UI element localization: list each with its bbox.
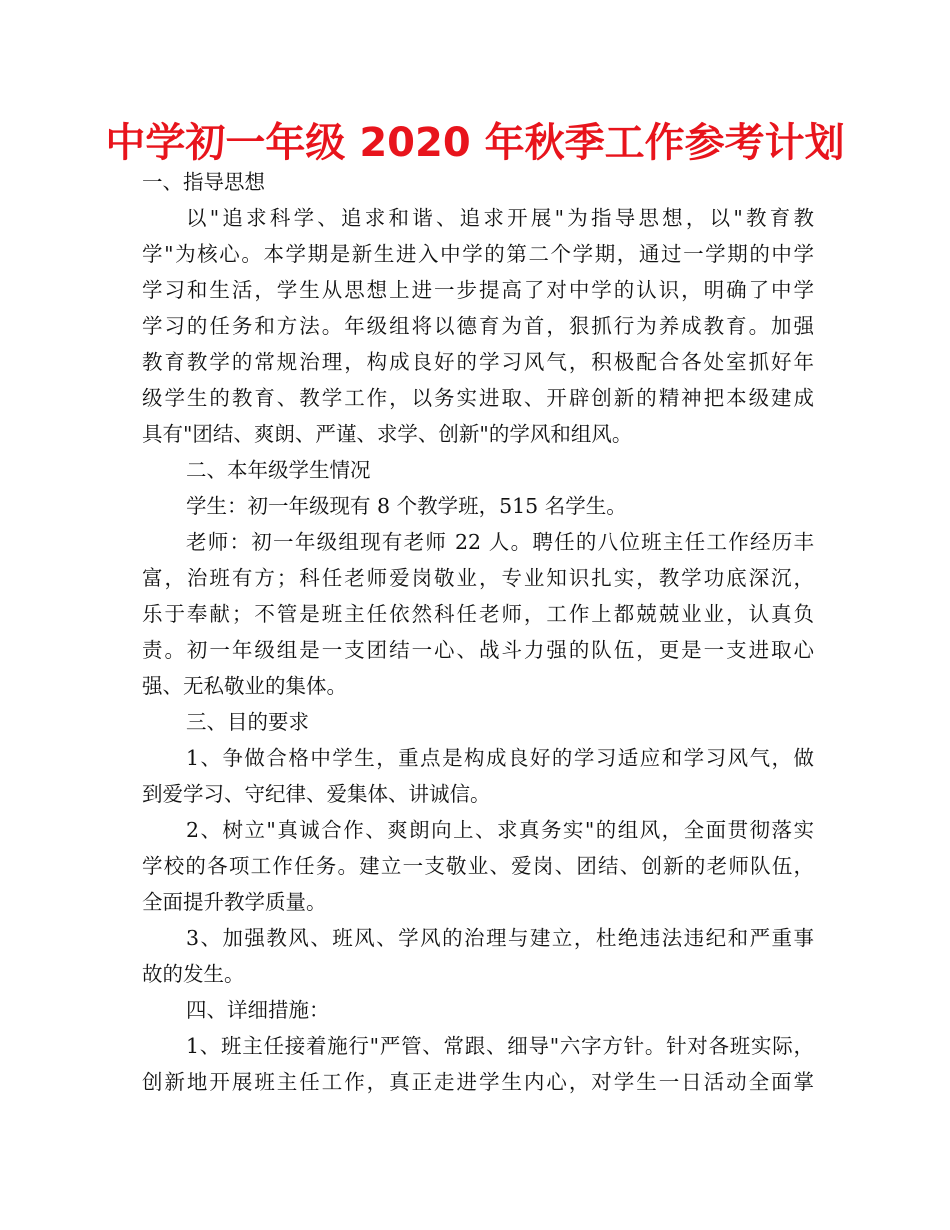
section-heading-4: 四、详细措施： [186,998,330,1022]
text-line: 学习和生活，学生从思想上进一步提高了对中学的认识，明确了中学 [142,278,814,302]
text-line: 2、树立"真诚合作、爽朗向上、求真务实"的组风，全面贯彻落实 [186,818,814,842]
section-heading-3: 三、目的要求 [186,710,309,734]
text-line: 教育教学的常规治理，构成良好的学习风气，积极配合各处室抓好年 [142,350,814,374]
list-item [142,812,814,920]
text-line: 乐于奉献；不管是班主任依然科任老师，工作上都兢兢业业，认真负 [142,602,814,626]
text-line: 责。初一年级组是一支团结一心、战斗力强的队伍，更是一支进取心 [142,638,814,662]
text-line: 到爱学习、守纪律、爱集体、讲诚信。 [142,782,491,806]
list-item [142,740,814,812]
text-line: 全面提升教学质量。 [142,890,327,914]
paragraph-students: 学生：初一年级现有 8 个教学班，515 名学生。 [186,494,627,518]
list-item [142,1028,814,1100]
text-line: 学校的各项工作任务。建立一支敬业、爱岗、团结、创新的老师队伍， [142,854,814,878]
text-line: 具有"团结、爽朗、严谨、求学、创新"的学风和组风。 [142,422,633,446]
section-heading-1: 一、指导思想 [142,170,265,194]
document-body [142,164,814,1100]
paragraph-teachers [142,524,814,704]
text-line: 学"为核心。本学期是新生进入中学的第二个学期，通过一学期的中学 [142,242,814,266]
text-line: 级学生的教育、教学工作，以务实进取、开辟创新的精神把本级建成 [142,386,814,410]
paragraph-guiding-thought [142,200,814,452]
text-line: 强、无私敬业的集体。 [142,674,347,698]
section-heading-2: 二、本年级学生情况 [186,458,371,482]
text-line: 以"追求科学、追求和谐、追求开展"为指导思想，以"教育教 [186,206,814,230]
page-title: 中学初一年级 2020 年秋季工作参考计划 [105,120,845,166]
text-line: 故的发生。 [142,962,245,986]
text-line: 富，治班有方；科任老师爱岗敬业，专业知识扎实，教学功底深沉， [142,566,814,590]
text-line: 3、加强教风、班风、学风的治理与建立，杜绝违法违纪和严重事 [186,926,814,950]
text-line: 1、争做合格中学生，重点是构成良好的学习适应和学习风气，做 [186,746,814,770]
text-line: 1、班主任接着施行"严管、常跟、细导"六字方针。针对各班实际， [186,1034,814,1058]
text-line: 老师：初一年级组现有老师 22 人。聘任的八位班主任工作经历丰 [186,530,814,554]
list-item [142,920,814,992]
text-line: 学习的任务和方法。年级组将以德育为首，狠抓行为养成教育。加强 [142,314,814,338]
text-line: 创新地开展班主任工作，真正走进学生内心，对学生一日活动全面掌 [142,1070,814,1094]
